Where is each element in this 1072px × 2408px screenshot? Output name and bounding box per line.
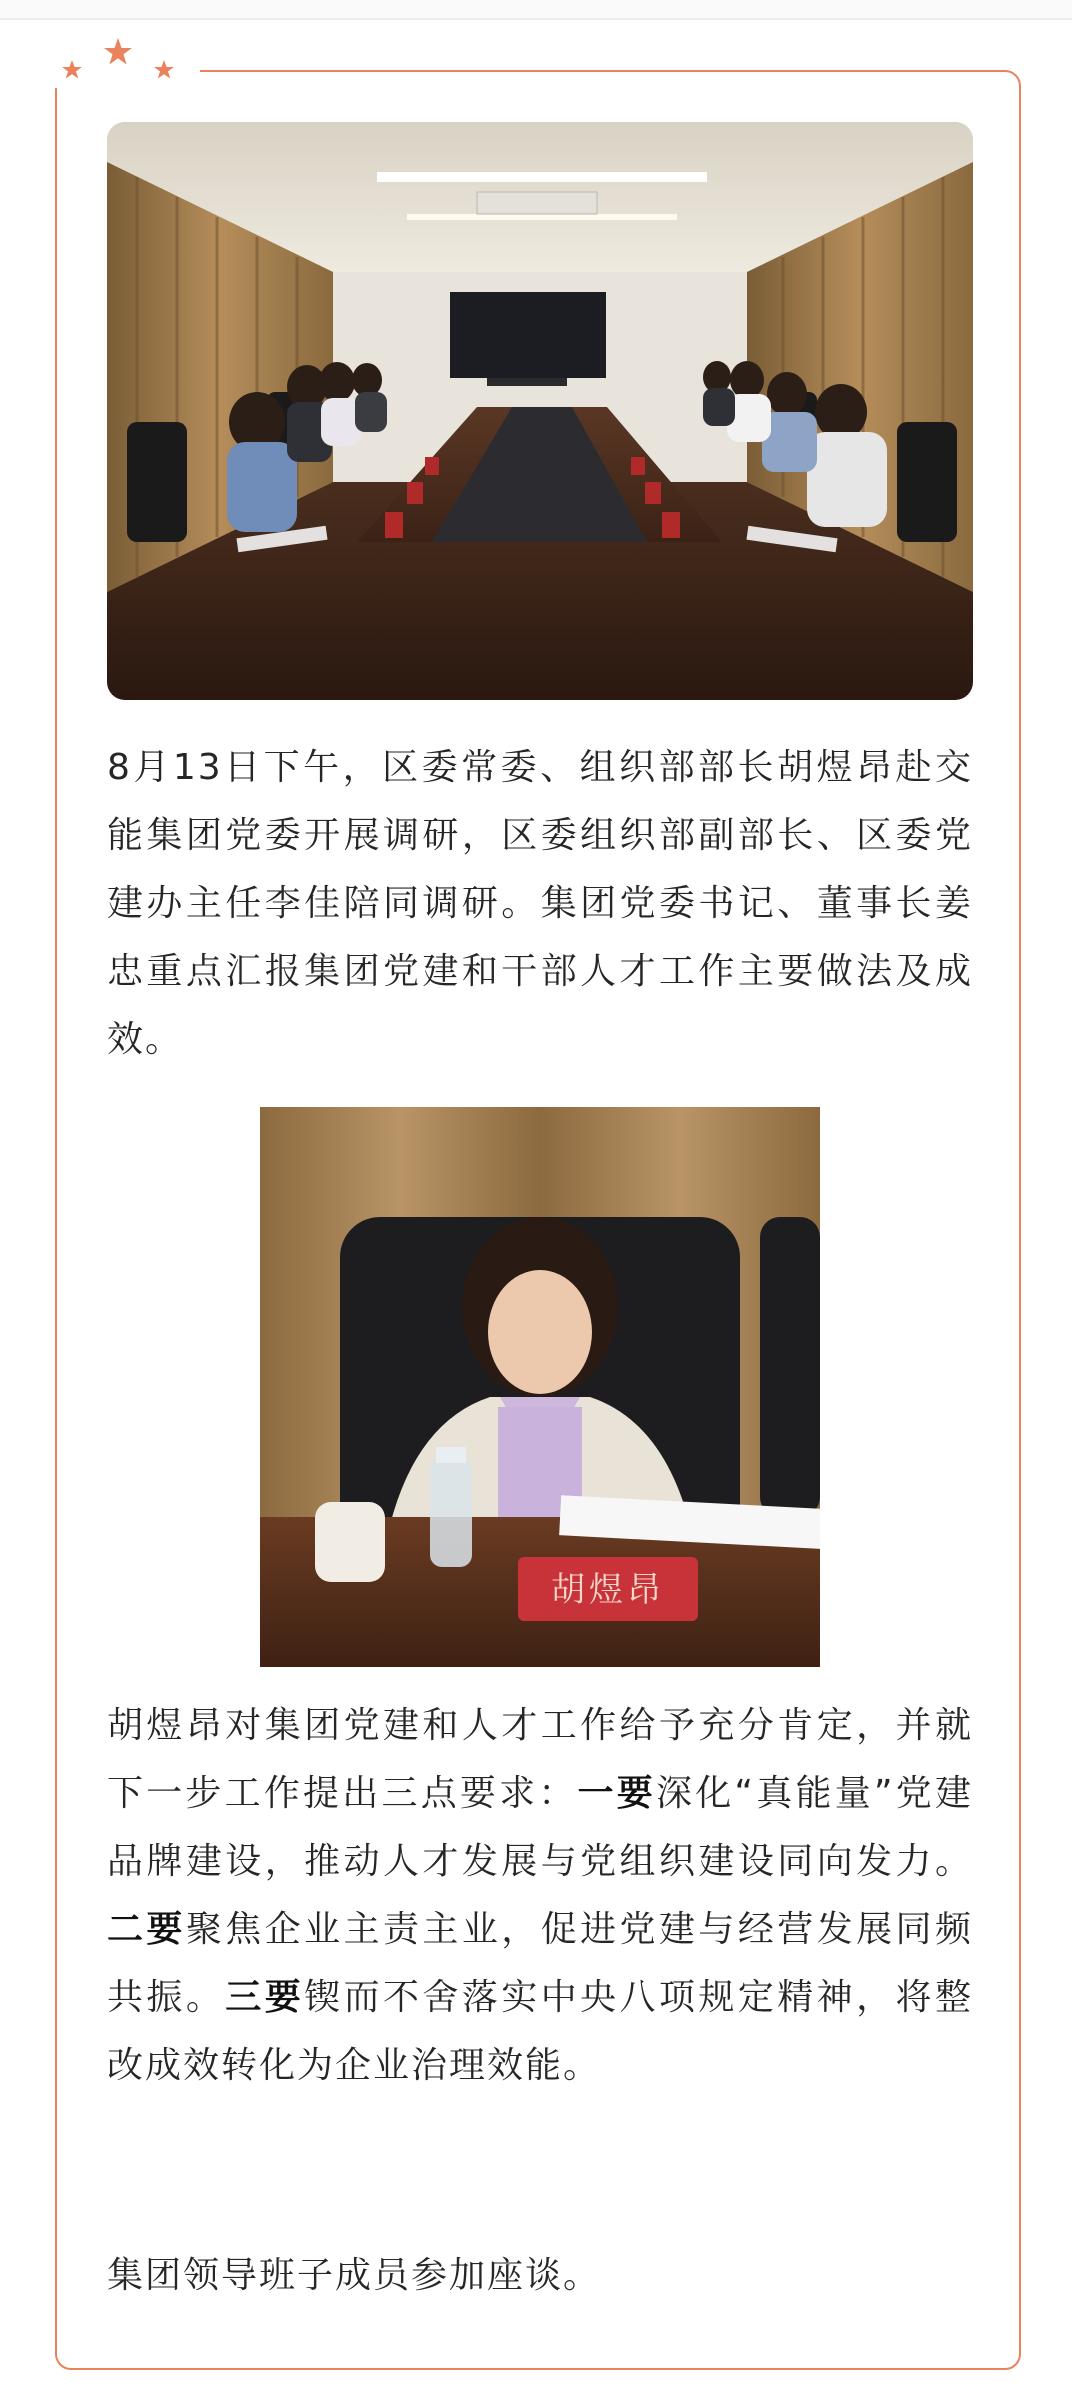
top-divider	[0, 0, 1072, 20]
star-icon	[154, 60, 174, 79]
paragraph-requirements	[107, 1692, 973, 2100]
star-icon	[104, 38, 132, 65]
point-2-text: 聚焦企业主责主业，促进党建与经营发展同频共振。	[107, 1909, 973, 2018]
nameplate-label: 胡煜昂	[551, 1572, 665, 1609]
paragraph-research-visit: 8月13日下午，区委常委、组织部部长胡煜昂赴交能集团党委开展调研，区委组织部副部长、区委党建办主任李佳陪同调研。集团党委书记、董事长姜忠重点汇报集团党建和干部人才工作主要做法及成效。	[107, 747, 973, 1060]
point-2-label: 二要	[107, 1909, 186, 1950]
stars-decoration	[62, 36, 182, 86]
paragraph-attendees: 集团领导班子成员参加座谈。	[107, 2255, 602, 2296]
star-icon	[62, 60, 82, 79]
point-3-text: 锲而不舍落实中央八项规定精神，将整改成效转化为企业治理效能。	[107, 1977, 973, 2086]
point-1-label: 一要	[577, 1773, 656, 1814]
point-3-label: 三要	[225, 1977, 305, 2018]
point-1-text: 深化“真能量”党建品牌建设，推动人才发展与党组织建设同向发力。	[107, 1773, 973, 1882]
requirements-intro: 胡煜昂对集团党建和人才工作给予充分肯定，并就下一步工作提出三点要求：	[107, 1705, 973, 1814]
portrait-photo	[260, 1107, 820, 1667]
meeting-room-photo	[107, 122, 973, 700]
